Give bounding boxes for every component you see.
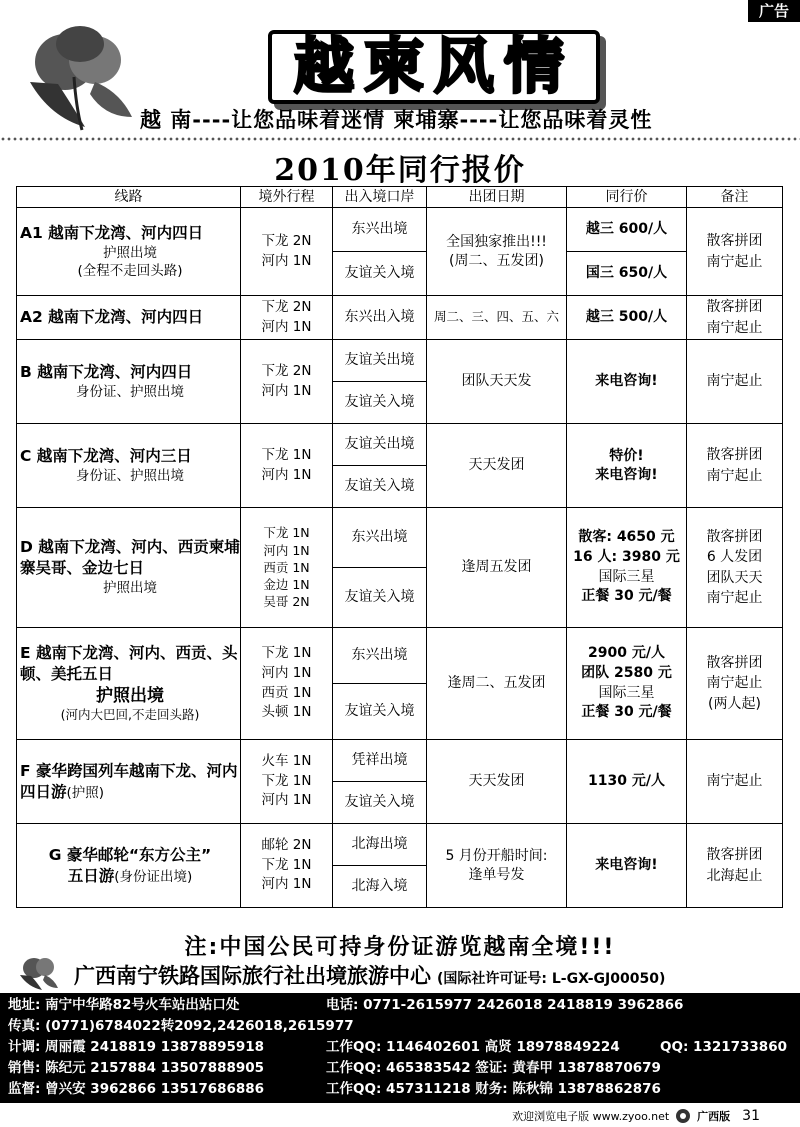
- price-line: 正餐 30 元/餐: [581, 588, 672, 605]
- port-cell: 东兴出境: [333, 508, 427, 568]
- route-sub: 护照出境: [103, 580, 157, 597]
- trip-line: 河内 1N: [261, 792, 312, 809]
- price-line: 国际三星: [598, 684, 655, 701]
- note-line: 南宁起止: [706, 467, 763, 484]
- table-row: [17, 508, 783, 568]
- port-cell: 友谊关出境: [333, 424, 427, 466]
- note-line: 团队天天: [706, 569, 763, 586]
- trip-line: 河内 1N: [261, 466, 312, 483]
- note-line: 南宁起止: [706, 319, 763, 336]
- contact-row: [8, 1016, 792, 1037]
- route-sub: (全程不走回头路): [77, 262, 183, 279]
- route-cell: [17, 340, 241, 424]
- note-line: 散客拼团: [706, 528, 763, 545]
- price-line: 16 人: 3980 元: [573, 548, 680, 565]
- brand-title: 越柬风情: [294, 32, 574, 102]
- slogan: 越 南----让您品味着迷情 柬埔寨----让您品味着灵性: [140, 108, 653, 132]
- date-cell: 团队天天发: [427, 340, 567, 424]
- port-cell: 友谊关入境: [333, 382, 427, 424]
- fax: 传真: (0771)6784022转2092,2426018,2615977: [8, 1018, 354, 1034]
- trip-line: 下龙 2N: [261, 232, 312, 249]
- brand-title-box: [268, 30, 600, 104]
- trip-line: 火车 1N: [261, 753, 312, 770]
- trip-cell: [241, 340, 333, 424]
- trip-line: 西贡 1N: [263, 559, 310, 575]
- price-line: 散客: 4650 元: [578, 529, 675, 546]
- table-header-row: [17, 187, 783, 208]
- port-cell: 东兴出入境: [333, 296, 427, 340]
- trip-line: 河内 1N: [261, 252, 312, 269]
- note-line: 6 人发团: [706, 549, 763, 566]
- port-cell: 北海出境: [333, 824, 427, 866]
- date-line: 5 月份开船时间:: [445, 847, 548, 864]
- trip-line: 西贡 1N: [261, 684, 312, 701]
- note-line: 南宁起止: [706, 675, 763, 692]
- date-line: 逢单号发: [468, 866, 525, 883]
- trip-cell: [241, 628, 333, 740]
- col-header-note: 备注: [687, 187, 783, 208]
- note-line: 散客拼团: [706, 447, 763, 464]
- route-cell: [17, 508, 241, 628]
- trip-line: 下龙 1N: [261, 772, 312, 789]
- sales-qq: 工作QQ: 465383542 签证: 黄春甲 13878870679: [326, 1060, 661, 1076]
- note-cell: [687, 208, 783, 296]
- date-cell: 逢周二、五发团: [427, 628, 567, 740]
- table-row: [17, 208, 783, 252]
- dotted-divider: [0, 136, 800, 142]
- price-cell: 国三 650/人: [567, 252, 687, 296]
- price-line: 2900 元/人: [588, 645, 665, 662]
- price-cell: [567, 424, 687, 508]
- port-cell: 北海入境: [333, 866, 427, 908]
- price-line: 正餐 30 元/餐: [581, 704, 672, 721]
- route-cell: [17, 628, 241, 740]
- price-title: 2010年同行报价: [274, 153, 526, 188]
- date-line: (周二、五发团): [449, 252, 544, 269]
- route-sub: 护照出境: [96, 685, 164, 706]
- date-cell: [427, 824, 567, 908]
- table-row: [17, 824, 783, 866]
- route-sub: 身份证、护照出境: [76, 467, 184, 484]
- trip-line: 河内 1N: [263, 542, 310, 558]
- date-cell: [427, 208, 567, 296]
- route-sub: 身份证、护照出境: [76, 383, 184, 400]
- port-cell: 友谊关出境: [333, 340, 427, 382]
- table-row: [17, 628, 783, 684]
- trip-cell: [241, 824, 333, 908]
- price-table: [16, 186, 782, 908]
- contact-panel: [0, 993, 800, 1103]
- note-line: 散客拼团: [706, 299, 763, 316]
- col-header-price: 同行价: [567, 187, 687, 208]
- price-cell: 越三 500/人: [567, 296, 687, 340]
- route-title: B 越南下龙湾、河内四日: [20, 362, 193, 381]
- trip-line: 河内 1N: [261, 318, 312, 335]
- port-cell: 凭祥出境: [333, 740, 427, 782]
- date-line: 全国独家推出!!!: [446, 233, 547, 250]
- note-line: 散客拼团: [706, 655, 763, 672]
- col-header-route: 线路: [17, 187, 241, 208]
- date-cell: 天天发团: [427, 740, 567, 824]
- price-cell: 来电咨询!: [567, 824, 687, 908]
- route-cell: [17, 824, 241, 908]
- contact-row: [8, 1058, 792, 1079]
- license-number: (国际社许可证号: L-GX-GJ00050): [437, 971, 666, 987]
- agency-title: 广西南宁铁路国际旅行社出境旅游中心: [74, 964, 431, 988]
- table-row: [17, 424, 783, 466]
- price-line: 团队 2580 元: [581, 664, 672, 681]
- price-line: 国际三星: [598, 568, 655, 585]
- table-row: [17, 296, 783, 340]
- trip-line: 下龙 1N: [261, 856, 312, 873]
- trip-line: 下龙 1N: [263, 525, 310, 541]
- planner-qq2: QQ: 1321733860: [660, 1039, 787, 1055]
- planner: 计调: 周丽霞 2418819 13878895918: [8, 1039, 265, 1055]
- note-line: 北海起止: [706, 867, 763, 884]
- contact-row: [8, 1079, 792, 1100]
- trip-line: 下龙 1N: [261, 645, 312, 662]
- note-cell: [687, 824, 783, 908]
- price-line: 来电咨询!: [595, 466, 658, 483]
- price-cell: [567, 628, 687, 740]
- route-tail: (护照): [66, 784, 105, 801]
- date-cell: 周二、三、四、五、六: [427, 296, 567, 340]
- price-cell: 来电咨询!: [567, 340, 687, 424]
- route-title: D 越南下龙湾、河内、西贡柬埔寨吴哥、金边七日: [20, 538, 240, 578]
- contact-row: [8, 1037, 792, 1058]
- flower-small-icon: [14, 955, 60, 991]
- flower-logo-icon: [10, 22, 140, 134]
- address: 地址: 南宁中华路82号火车站出站口处: [8, 997, 240, 1013]
- table-row: [17, 740, 783, 782]
- col-header-trip: 境外行程: [241, 187, 333, 208]
- route-line2: 五日游: [67, 866, 115, 885]
- ad-tag: 广告: [748, 0, 800, 22]
- price-line: 特价!: [609, 447, 644, 464]
- route-cell: [17, 208, 241, 296]
- date-cell: 天天发团: [427, 424, 567, 508]
- route-cell: [17, 296, 241, 340]
- footer-welcome: 欢迎浏览电子版 www.zyoo.net: [512, 1110, 670, 1123]
- port-cell: 友谊关入境: [333, 568, 427, 628]
- trip-line: 邮轮 2N: [261, 837, 312, 854]
- col-header-port: 出入境口岸: [333, 187, 427, 208]
- note-line: 南宁起止: [706, 373, 763, 390]
- route-cell: [17, 740, 241, 824]
- trip-line: 河内 1N: [261, 382, 312, 399]
- trip-line: 河内 1N: [261, 876, 312, 893]
- trip-line: 头顿 1N: [261, 704, 312, 721]
- col-header-date: 出团日期: [427, 187, 567, 208]
- trip-line: 吴哥 2N: [263, 594, 310, 610]
- planner-qq: 工作QQ: 1146402601 高贤 18978849224: [326, 1039, 620, 1055]
- table-row: [17, 340, 783, 382]
- route-title: E 越南下龙湾、河内、西贡、头顿、美托五日: [20, 643, 238, 683]
- port-cell: 东兴出境: [333, 628, 427, 684]
- date-cell: 逢周五发团: [427, 508, 567, 628]
- notice: 注:中国公民可持身份证游览越南全境!!!: [184, 935, 616, 960]
- supervisor-qq: 工作QQ: 457311218 财务: 陈秋锦 13878862876: [326, 1081, 661, 1097]
- port-cell: 友谊关入境: [333, 252, 427, 296]
- trip-cell: [241, 296, 333, 340]
- note-cell: [687, 740, 783, 824]
- route-cell: [17, 424, 241, 508]
- note-cell: [687, 508, 783, 628]
- footer: [0, 1105, 800, 1127]
- footer-edition: 广西版: [697, 1110, 731, 1123]
- edition-badge-icon: [675, 1108, 691, 1124]
- supervisor: 监督: 曾兴安 3962866 13517686886: [8, 1081, 265, 1097]
- note-cell: [687, 296, 783, 340]
- trip-cell: [241, 424, 333, 508]
- trip-line: 下龙 1N: [261, 446, 312, 463]
- note-line: 散客拼团: [706, 847, 763, 864]
- note-line: 南宁起止: [706, 773, 763, 790]
- page-number: 31: [742, 1108, 760, 1124]
- port-cell: 友谊关入境: [333, 782, 427, 824]
- phone: 电话: 0771-2615977 2426018 2418819 3962866: [326, 997, 684, 1013]
- route-title: C 越南下龙湾、河内三日: [20, 446, 192, 465]
- route-title: F 豪华跨国列车越南下龙、河内四日游: [20, 761, 238, 801]
- route-title: A2 越南下龙湾、河内四日: [20, 308, 204, 327]
- trip-cell: [241, 208, 333, 296]
- trip-line: 下龙 2N: [261, 362, 312, 379]
- contact-row: [8, 995, 792, 1016]
- agency-name: [74, 960, 665, 990]
- port-cell: 东兴出境: [333, 208, 427, 252]
- note-cell: [687, 628, 783, 740]
- note-line: 南宁起止: [706, 589, 763, 606]
- trip-line: 河内 1N: [261, 664, 312, 681]
- price-cell: 1130 元/人: [567, 740, 687, 824]
- port-cell: 友谊关入境: [333, 466, 427, 508]
- note-line: 散客拼团: [706, 233, 763, 250]
- trip-line: 下龙 2N: [261, 298, 312, 315]
- note-cell: [687, 340, 783, 424]
- sales: 销售: 陈纪元 2157884 13507888905: [8, 1060, 265, 1076]
- price-cell: [567, 508, 687, 628]
- route-title: G 豪华邮轮“东方公主”: [48, 845, 212, 864]
- route-tail: (身份证出境): [114, 868, 193, 885]
- port-cell: 友谊关入境: [333, 684, 427, 740]
- trip-line: 金边 1N: [263, 577, 310, 593]
- trip-cell: [241, 740, 333, 824]
- note-line: (两人起): [708, 695, 761, 712]
- route-title: A1 越南下龙湾、河内四日: [20, 223, 204, 242]
- route-sub: 护照出境: [103, 244, 157, 261]
- note-cell: [687, 424, 783, 508]
- price-cell: 越三 600/人: [567, 208, 687, 252]
- route-sub: (河内大巴回,不走回头路): [60, 707, 200, 723]
- note-line: 南宁起止: [706, 253, 763, 270]
- trip-cell: [241, 508, 333, 628]
